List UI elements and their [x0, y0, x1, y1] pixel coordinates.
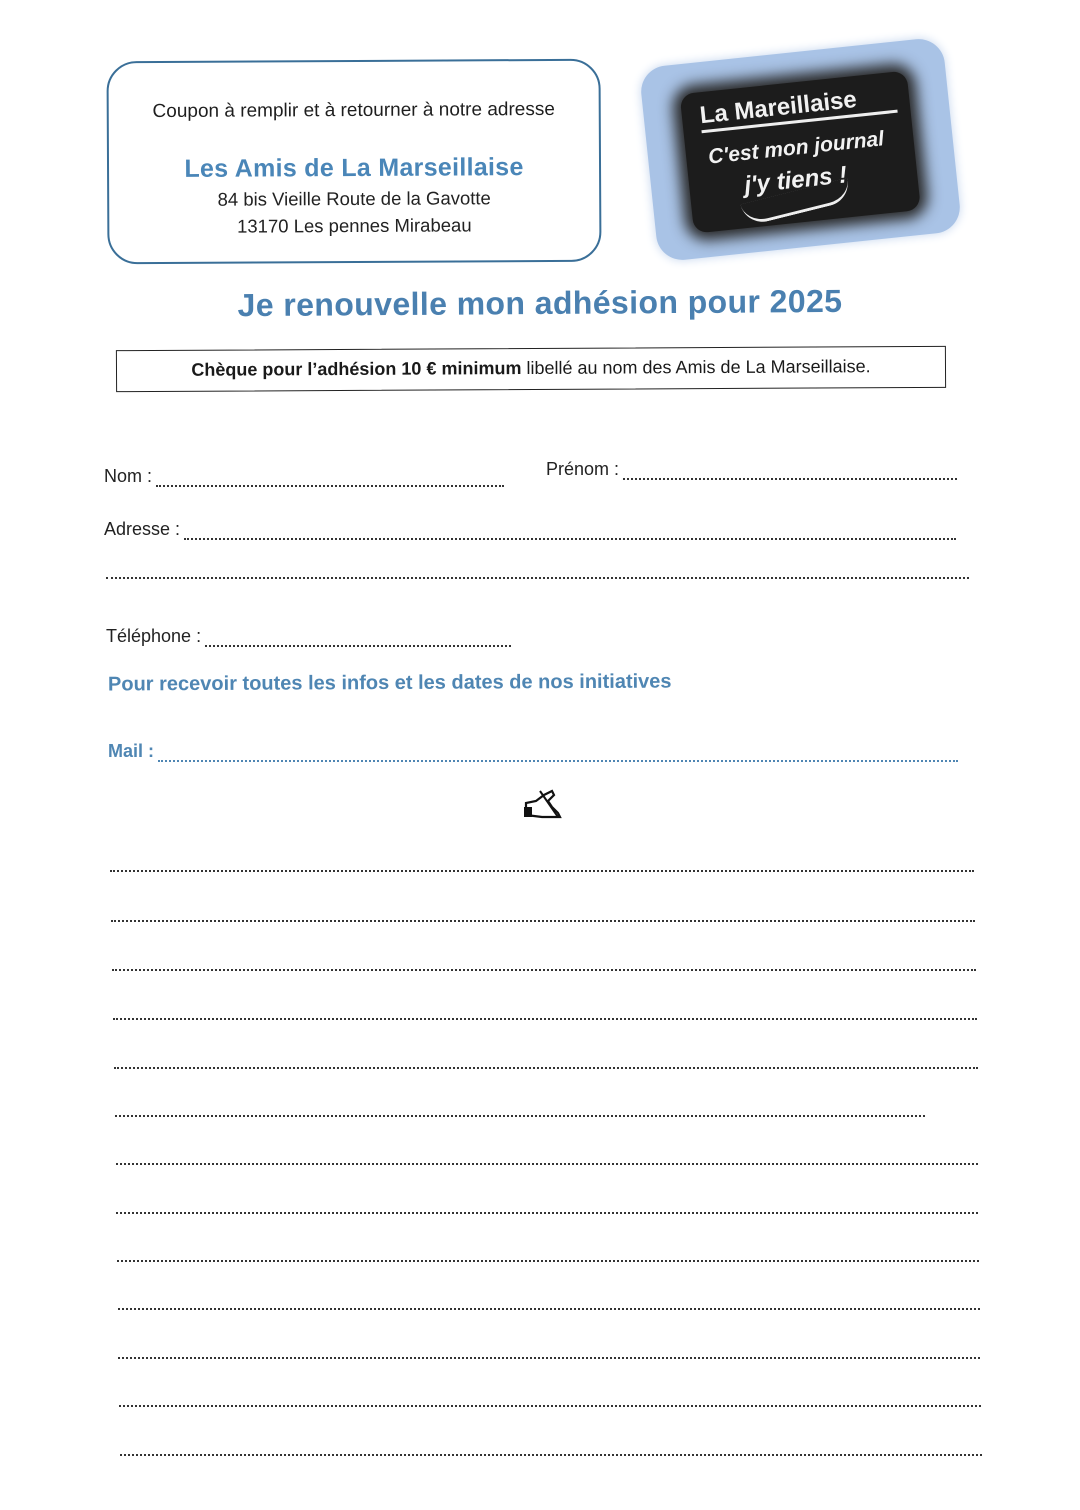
logo-name: La Mareillaise — [699, 82, 899, 133]
mail-label: Mail : — [108, 741, 155, 761]
organization-name: Les Amis de La Marseillaise — [184, 153, 524, 183]
writing-line[interactable] — [120, 1452, 982, 1456]
address-street: 84 bis Vieille Route de la Gavotte — [217, 187, 491, 210]
cheque-notice-bold: Chèque pour l’adhésion 10 € minimum — [191, 358, 522, 380]
telephone-field[interactable] — [106, 626, 511, 647]
cheque-notice-rest: libellé au nom des Amis de La Marseillaise. — [521, 356, 871, 379]
nom-label: Nom : — [104, 466, 153, 486]
telephone-input-line[interactable] — [205, 631, 511, 647]
writing-line[interactable] — [118, 1355, 980, 1359]
cheque-notice — [116, 346, 946, 392]
prenom-input-line[interactable] — [623, 464, 957, 480]
mail-input-line[interactable] — [158, 746, 958, 762]
info-title: Pour recevoir toutes les infos et les dates de nos initiatives — [107, 670, 672, 696]
nom-input-line[interactable] — [156, 471, 504, 487]
prenom-field[interactable] — [546, 459, 957, 480]
address-box — [106, 59, 601, 265]
writing-line[interactable] — [116, 1210, 978, 1214]
prenom-label: Prénom : — [546, 459, 620, 479]
adresse-input-line-2[interactable] — [106, 575, 969, 579]
adresse-label: Adresse : — [104, 519, 181, 539]
writing-line[interactable] — [117, 1258, 979, 1262]
writing-line[interactable] — [111, 918, 975, 922]
address-city: 13170 Les pennes Mirabeau — [237, 214, 472, 237]
adresse-field[interactable] — [104, 519, 956, 540]
writing-line[interactable] — [114, 1065, 978, 1069]
logo-tagline-2: j'y tiens ! — [743, 161, 849, 199]
mail-field[interactable] — [108, 741, 958, 762]
writing-hand-icon — [522, 787, 564, 821]
newspaper-logo — [639, 37, 963, 263]
writing-line[interactable] — [112, 967, 976, 971]
writing-line[interactable] — [115, 1113, 925, 1117]
logo-tagline-1: C'est mon journal — [707, 127, 886, 169]
coupon-intro: Coupon à remplir et à retourner à notre adresse — [152, 98, 555, 123]
telephone-label: Téléphone : — [106, 626, 202, 646]
nom-field[interactable] — [104, 466, 504, 487]
logo-dark-panel — [680, 71, 921, 234]
writing-line[interactable] — [113, 1016, 977, 1020]
writing-line[interactable] — [119, 1403, 981, 1407]
writing-line[interactable] — [116, 1161, 978, 1165]
writing-line[interactable] — [110, 868, 974, 872]
page-title: Je renouvelle mon adhésion pour 2025 — [237, 282, 843, 324]
writing-line[interactable] — [118, 1306, 980, 1310]
adresse-input-line[interactable] — [184, 524, 956, 540]
